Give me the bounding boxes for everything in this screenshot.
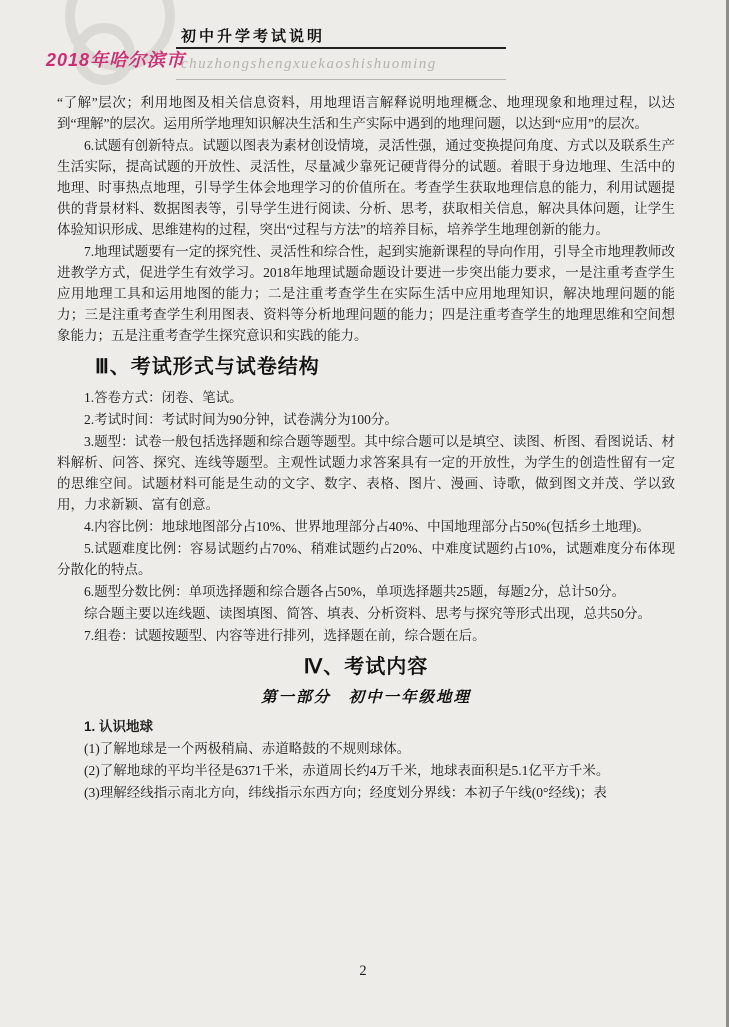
exam-format-item: 4.内容比例：地球地图部分占10%、世界地理部分占40%、中国地理部分占50%(包括乡土地理)。	[84, 519, 650, 534]
paragraph-item-6: 6.试题有创新特点。试题以图表为素材创设情境，灵活性强，通过变换提问角度、方式以及联系生产生活实际，提高试题的开放性、灵活性，尽量减少靠死记硬背得分的试题。着眼于身边地理、生活中的地理、时事热点地理，引导学生体会地理学习的价值所在。考查学生获取地理信息的能力，利用试题提供的背景材料、数据图表等，引导学生进行阅读、分析、思考，获取相关信息，解决具体问题，让学生体验知识形成、思维建构的过程，突出“过程与方法”的培养目标，培养学生地理创新的能力。	[57, 138, 675, 237]
exam-format-item: 综合题主要以连线题、读图填图、简答、填表、分析资料、思考与探究等形式出现，总共50分。	[84, 606, 651, 621]
exam-format-item: 7.组卷：试题按题型、内容等进行排列，选择题在前，综合题在后。	[84, 628, 486, 643]
content-item: (3)理解经线指示南北方向，纬线指示东西方向；经度划分界线：本初子午线(0°经线)；表	[84, 785, 607, 800]
paragraph-item-7: 7.地理试题要有一定的探究性、灵活性和综合性，起到实施新课程的导向作用，引导全市地理教师改进教学方式，促进学生有效学习。2018年地理试题命题设计要进一步突出能力要求，一是注重考查学生应用地理工具和运用地图的能力；二是注重考查学生在实际生活中应用地理知识，解决地理问题的能力；三是注重考查学生利用图表、资料等分析地理问题的能力；四是注重考查学生的地理思维和空间想象能力；五是注重考查学生探究意识和实践的能力。	[57, 244, 675, 343]
edition-year-city: 2018年哈尔滨市	[46, 50, 186, 70]
exam-format-item: 6.题型分数比例：单项选择题和综合题各占50%，单项选择题共25题，每题2分，总计50分。	[84, 584, 626, 599]
content-item: (1)了解地球是一个两极稍扁、赤道略鼓的不规则球体。	[84, 741, 411, 756]
content-item: (2)了解地球的平均半径是6371千米，赤道周长约4万千米，地球表面积是5.1亿平方千米。	[84, 763, 610, 778]
header-title-rule	[176, 47, 506, 49]
section4-heading: Ⅳ、考试内容	[303, 656, 429, 678]
exam-format-item: 1.答卷方式：闭卷、笔试。	[84, 390, 243, 405]
section3-heading: Ⅲ、考试形式与试卷结构	[95, 356, 320, 378]
document-body	[57, 92, 675, 804]
exam-format-item: 3.题型：试卷一般包括选择题和综合题等题型。其中综合题可以是填空、读图、析图、看图说话、材料解析、问答、探究、连线等题型。主观性试题力求答案具有一定的开放性，为学生的创造性留有一定的思维空间。试题材料可能是生动的文字、数字、表格、图片、漫画、诗歌，做到图文并茂、学以致用，力求新颖、富有创意。	[57, 434, 675, 512]
page-number: 2	[359, 963, 367, 979]
exam-format-item: 2.考试时间：考试时间为90分钟，试卷满分为100分。	[84, 412, 398, 427]
header-pinyin: chuzhongshengxuekaoshishuoming	[181, 56, 437, 72]
header-title: 初中升学考试说明	[181, 28, 326, 45]
topic-heading: 1. 认识地球	[84, 719, 154, 734]
exam-format-item: 5.试题难度比例：容易试题约占70%、稍难试题约占20%、中难度试题约占10%，试题难度分布体现分散化的特点。	[57, 541, 675, 577]
part1-heading: 第一部分 初中一年级地理	[260, 689, 471, 706]
paragraph-continued: “了解”层次；利用地图及相关信息资料，用地理语言解释说明地理概念、地理现象和地理过程，以达到“理解”的层次。运用所学地理知识解决生活和生产实际中遇到的地理问题，以达到“应用”的层次。	[57, 95, 675, 131]
header-pinyin-rule	[176, 79, 506, 80]
